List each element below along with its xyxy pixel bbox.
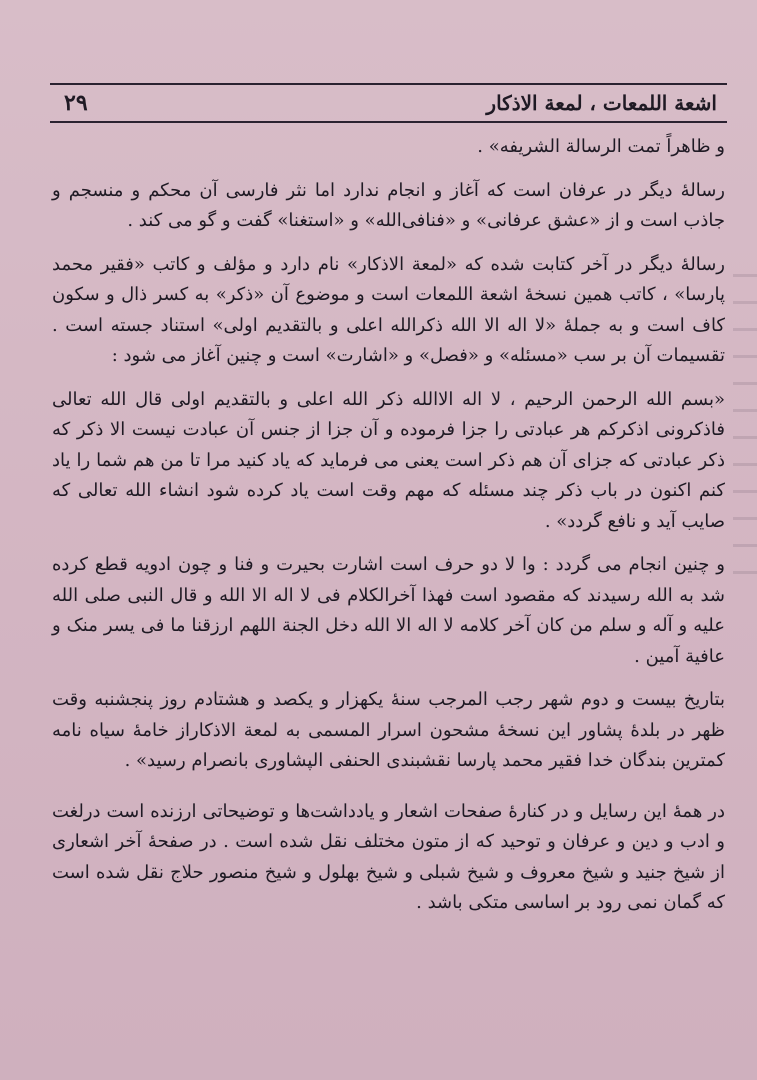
paragraph: رسالهٔ دیگر در آخر کتابت شده که «لمعة الاذکار» نام دارد و مؤلف و کاتب «فقیر محمد پارسا» ، کاتب همین نسخهٔ اشعة اللمعات است و موضوع آن «ذکر» به کسر ذال و سکون کاف است و به جملهٔ «لا اله الا الله ذکرالله اعلی و بالتقدیم اولی» استناد جسته است . تقسیمات آن بر سب «مسئله» و «فصل» و «اشارت» است و چنین آغاز می شود : (52, 253, 725, 366)
paragraph: در همهٔ این رسایل و در کنارهٔ صفحات اشعار و یادداشت‌ها و توضیحاتی ارزنده است درلغت و ادب و دین و عرفان و توحید که از متون مختلف نقل شده است . در صفحهٔ آخر اشعاری از شیخ جنید و شیخ معروف و شیخ شبلی و شیخ بهلول و شیخ منصور حلاج نقل شده است که گمان نمی رود بر اساسی متکی باشد . (52, 800, 725, 913)
show-through-margin (733, 250, 757, 810)
page-body (52, 132, 725, 932)
header-top-rule (50, 83, 727, 85)
page-number: ۲۹ (64, 90, 88, 116)
paragraph: و چنین انجام می گردد : وا لا دو حرف است اشارت بحیرت و فنا و چون ادویه قطع کرده شد به الله رسیدند که مقصود است فهذا آخرالکلام فی لا اله الا الله و قال النبی صلی الله علیه و آله و سلم من کان آخر کلامه لا اله الا الله دخل الجنة اللهم ارزقنا ما فی یسر منک و عافیة آمین . (52, 554, 725, 667)
header-bottom-rule (50, 121, 727, 123)
colophon-paragraph: بتاریخ بیست و دوم شهر رجب المرجب سنهٔ یکهزار و یکصد و هشتادم روز پنجشنبه وقت ظهر در بلدهٔ پشاور این نسخهٔ مشحون اسرار المسمی به لمعة الاذکاراز خامهٔ سیاه نامه کمترین بندگان خدا فقیر محمد پارسا نقشبندی الحنفی الپشاوری بانصرام رسید» . (52, 689, 725, 771)
paragraph: رسالهٔ دیگر در عرفان است که آغاز و انجام ندارد اما نثر فارسی آن محکم و منسجم و جاذب است و از «عشق عرفانی» و «فنافی‌الله» و «استغنا» گفت و گو می کند . (52, 179, 725, 231)
running-title: اشعة اللمعات ، لمعة الاذکار (486, 91, 717, 115)
quoted-paragraph: «بسم الله الرحمن الرحیم ، لا اله الاالله ذکر الله اعلی و بالتقدیم اولی قال الله تعالی فاذکرونی اذکرکم هر عبادتی را جزا فرموده و آن جزا از جنس آن عبادت نیست الا ذکر که ذکر عبادتی که جزای آن هم ذکر است یعنی می فرماید که یاد کنید مرا تا من هم شما را یاد کنم اکنون در باب ذکر چند مسئله که مهم وقت است یاد کرده شود انشاء الله تعالی که صایب آید و نافع گردد» . (52, 388, 726, 532)
paragraph: و ظاهراً تمت الرسالة الشریفه» . (477, 136, 725, 157)
page-header (50, 86, 727, 120)
